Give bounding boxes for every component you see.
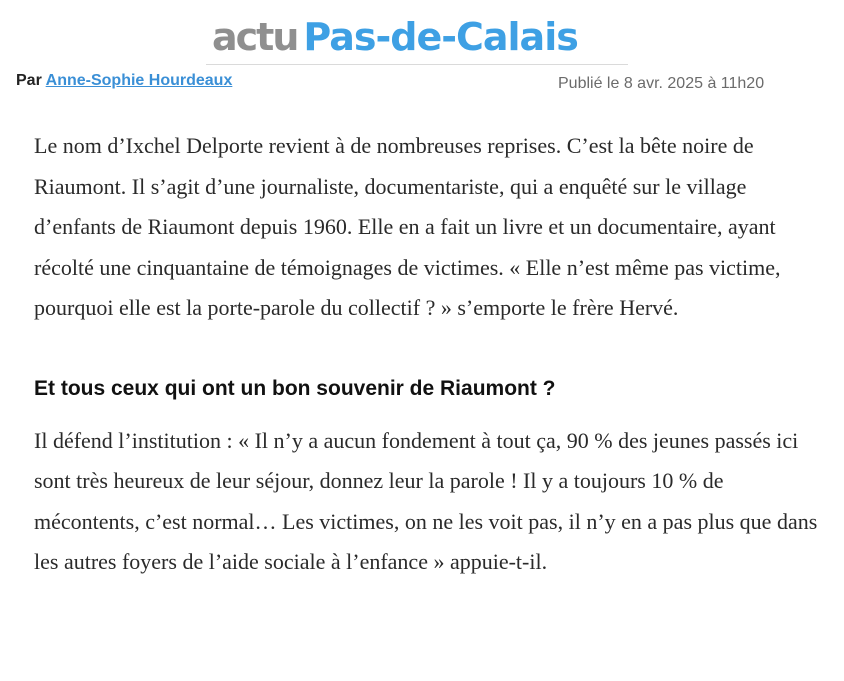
- article-paragraph: Le nom d’Ixchel Delporte revient à de nombreuses reprises. C’est la bête noire de Riaumont. Il s’agit d’une journaliste, documentariste, qui a enquêté sur le village d’enfants de Riaumont depuis 1960. Elle en a fait un livre et un documentaire, ayant récolté une cinquantaine de témoignages de victimes. « Elle n’est même pas victime, pourquoi elle est la porte-parole du collectif ? » s’emporte le frère Hervé.: [34, 133, 781, 320]
- publish-date: Publié le 8 avr. 2025 à 11h20: [558, 75, 765, 92]
- article-paragraph: Il défend l’institution : « Il n’y a aucun fondement à tout ça, 90 % des jeunes passés ici sont très heureux de leur séjour, donnez leur la parole ! Il y a toujours 10 % de mécontents, c’est normal… Les victimes, on ne les voit pas, il n’y en a pas plus que dans les autres foyers de l’aide sociale à l’enfance » appuie-t-il.: [34, 427, 818, 574]
- byline-prefix: Par: [16, 72, 42, 89]
- header-divider: [206, 64, 628, 65]
- author-link[interactable]: Anne-Sophie Hourdeaux: [45, 72, 233, 89]
- logo-region-text: Pas-de-Calais: [303, 15, 578, 59]
- article-body: [34, 126, 824, 583]
- logo-brand-text: actu: [212, 15, 298, 59]
- byline: [16, 72, 232, 90]
- site-logo[interactable]: [212, 12, 578, 62]
- article-subheading: Et tous ceux qui ont un bon souvenir de Riaumont ?: [34, 376, 556, 400]
